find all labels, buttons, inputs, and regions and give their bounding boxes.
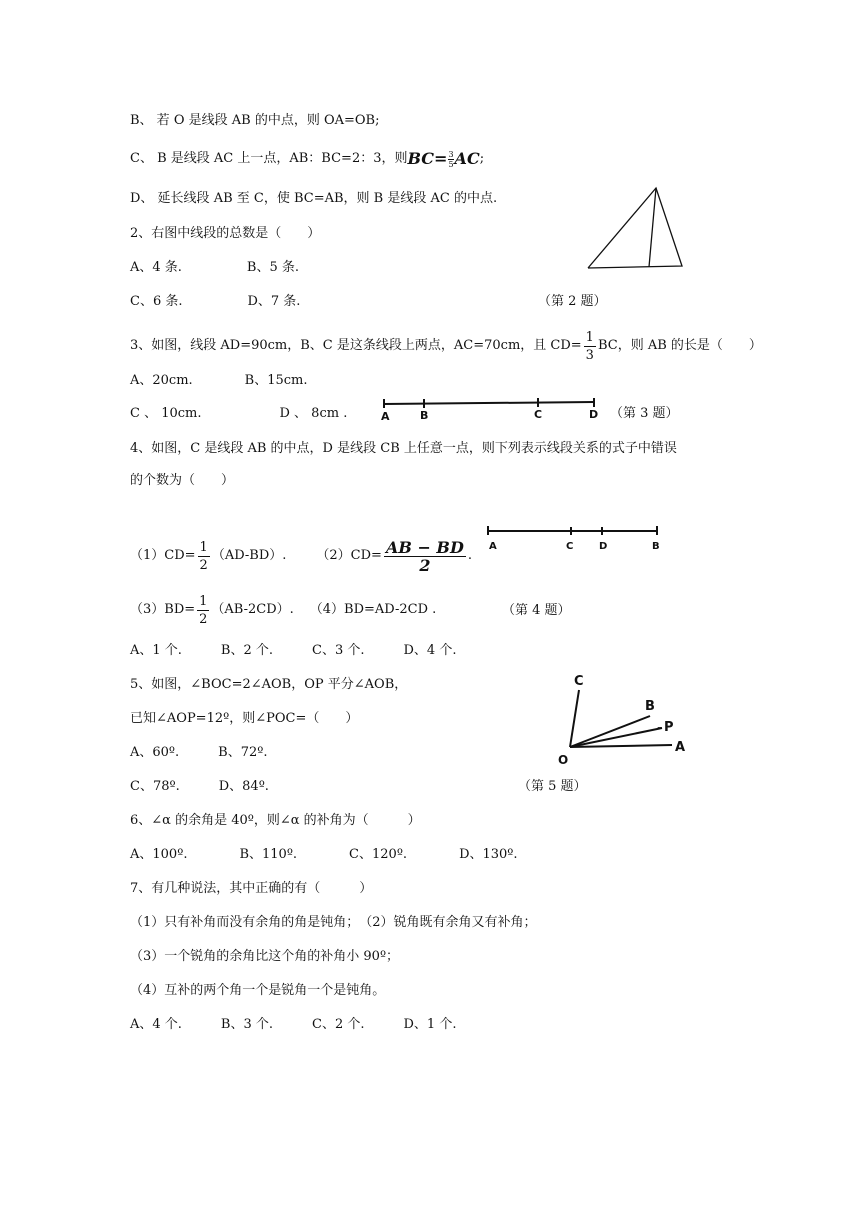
label-d: D (589, 408, 599, 421)
q3-figure-caption: （第 3 题） (610, 406, 679, 421)
fraction-denominator: 3 (585, 347, 594, 363)
q5-stem-line2: 已知∠AOP=12º，则∠POC=（ ） (130, 711, 359, 726)
q1-option-c-text: C、 B 是线段 AC 上一点，AB：BC=2：3，则 (130, 151, 408, 166)
fraction-numerator: 3 (448, 149, 454, 159)
label-c: C (534, 408, 543, 421)
label-c: C (566, 541, 574, 552)
q4-statement-1-rest: （AD-BD）. (211, 548, 287, 563)
label-p: P (664, 720, 674, 735)
label-o: O (558, 753, 569, 767)
fraction-denominator: 2 (419, 555, 431, 575)
q5-options-cd: C、78º. D、84º. (130, 779, 269, 794)
q1-option-b: B、 若 O 是线段 AB 的中点，则 OA=OB; (130, 113, 380, 128)
q3-stem-text: 3、如图，线段 AD=90cm，B、C 是这条线段上两点，AC=70cm，且 CD= (130, 338, 582, 353)
label-a: A (381, 410, 390, 423)
segment-ad (384, 402, 594, 404)
q2-triangle-figure (580, 180, 690, 275)
q1-option-d: D、 延长线段 AB 至 C，使 BC=AB，则 B 是线段 AC 的中点. (130, 191, 498, 206)
q4-statement-2-rest: . (467, 548, 472, 563)
label-a: A (675, 740, 686, 755)
q4-figure-caption: （第 4 题） (502, 603, 571, 618)
fraction-denominator: 2 (199, 557, 208, 573)
q5-options-ab: A、60º. B、72º. (130, 745, 268, 760)
fraction-one-third (584, 329, 596, 364)
q3-options-ab: A、20cm. B、15cm. (130, 373, 308, 388)
q5-angle-figure (554, 670, 694, 770)
fraction-one-half (198, 539, 210, 574)
q4-statements-1-2 (130, 534, 472, 578)
q1-option-c (130, 146, 484, 172)
label-a: A (489, 541, 497, 552)
fraction-denominator: 2 (199, 611, 208, 627)
fraction-numerator: 1 (199, 539, 208, 555)
q1-option-c-end: ; (479, 151, 485, 166)
q7-options: A、4 个. B、3 个. C、2 个. D、1 个. (130, 1017, 457, 1032)
q4-statement-2-label: （2）CD= (316, 548, 382, 563)
q3-options-cd: C 、 10cm. D 、 8cm . (130, 406, 348, 421)
q4-stem-line1: 4、如图，C 是线段 AB 的中点，D 是线段 CB 上任意一点，则下列表示线段关系的式子中错误 (130, 441, 677, 456)
q4-statements-3-4 (130, 588, 436, 632)
triangle-outline (588, 188, 682, 268)
q7-stem: 7、有几种说法，其中正确的有（ ） (130, 881, 373, 896)
q4-options: A、1 个. B、2 个. C、3 个. D、4 个. (130, 643, 457, 658)
q2-stem: 2、右图中线段的总数是（ ） (130, 226, 321, 241)
q2-options-ab: A、4 条. B、5 条. (130, 260, 300, 275)
q4-statement-1-label: （1）CD= (130, 548, 196, 563)
q2-options-cd: C、6 条. D、7 条. (130, 294, 301, 309)
fraction-denominator: 5 (448, 159, 454, 169)
math-bc: BC (407, 149, 435, 168)
q3-stem-end: BC，则 AB 的长是（ ） (597, 338, 762, 353)
q2-figure-caption: （第 2 题） (538, 294, 607, 309)
q4-stem-line2: 的个数为（ ） (130, 473, 235, 488)
ray-ob (570, 716, 650, 747)
q3-segment-figure (378, 396, 608, 424)
q4-statement-4: （4）BD=AD-2CD . (309, 602, 437, 617)
label-c: C (574, 674, 584, 689)
q7-statement-4: （4）互补的两个角一个是锐角一个是钝角。 (130, 983, 386, 998)
q7-statement-3: （3）一个锐角的余角比这个角的补角小 90º； (130, 949, 400, 964)
q5-figure-caption: （第 5 题） (518, 779, 587, 794)
q3-stem (130, 325, 762, 367)
fraction-numerator: 1 (199, 593, 208, 609)
label-b: B (645, 699, 655, 714)
q4-segment-figure (482, 524, 667, 552)
math-ac: AC (454, 149, 480, 168)
math-equals: = (434, 149, 448, 168)
label-d: D (599, 541, 608, 552)
ray-oa (570, 745, 672, 747)
fraction-numerator: 1 (585, 329, 594, 345)
label-p-dash: - (657, 721, 663, 736)
q7-statements-1-2: （1）只有补角而没有余角的角是钝角； （2）锐角既有余角又有补角； (130, 915, 537, 930)
fraction-one-half (197, 593, 209, 628)
fraction-ab-minus-bd-over-2 (384, 539, 466, 574)
q6-stem: 6、∠α 的余角是 40º，则∠α 的补角为（ ） (130, 813, 421, 828)
label-b: B (652, 541, 660, 552)
label-b: B (420, 409, 429, 422)
ray-op (570, 728, 662, 747)
q4-statement-3-rest: （AB-2CD）. (211, 602, 294, 617)
fraction-three-fifths (448, 150, 453, 169)
triangle-inner-segment (649, 188, 656, 267)
q5-stem-line1: 5、如图，∠BOC=2∠AOB，OP 平分∠AOB， (130, 677, 408, 692)
ray-oc (570, 690, 579, 747)
q6-options: A、100º. B、110º. C、120º. D、130º. (130, 847, 518, 862)
fraction-numerator: AB − BD (385, 537, 464, 557)
q4-statement-3-label: （3）BD= (130, 602, 196, 617)
